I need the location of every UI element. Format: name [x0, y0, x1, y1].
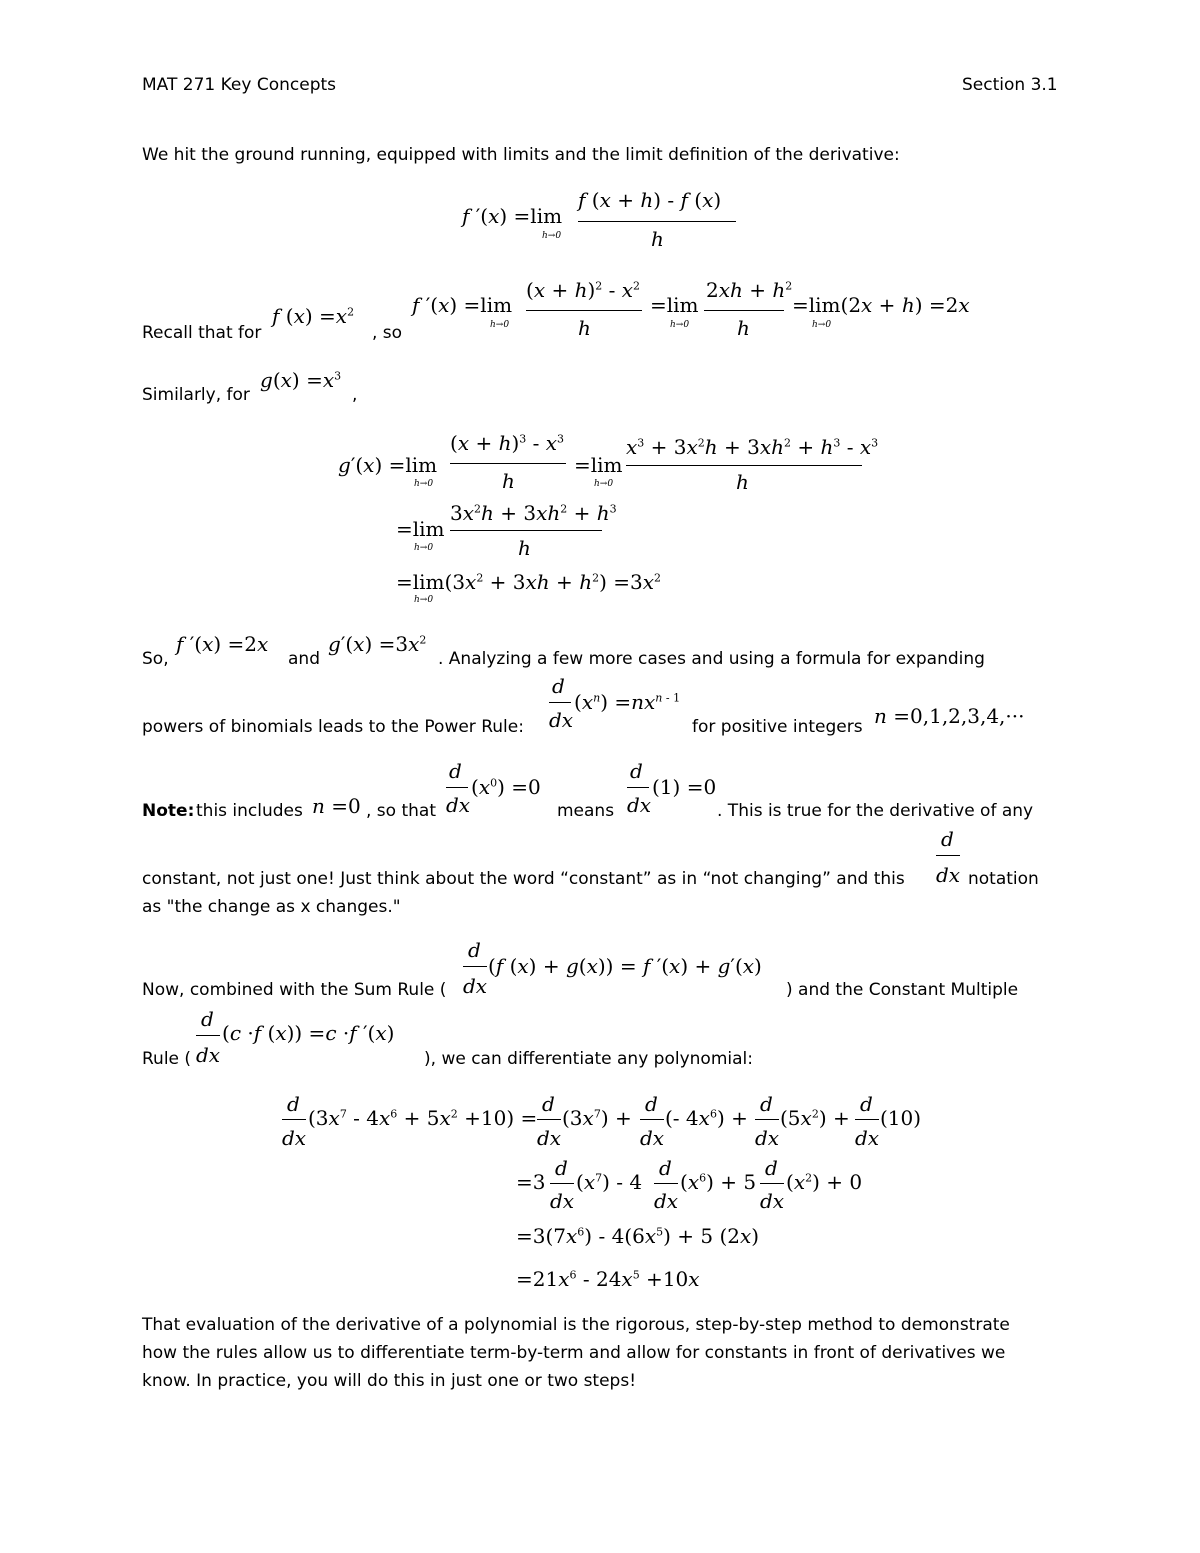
note-text4: . This is true for the derivative of any — [717, 801, 1034, 821]
note-text2: , so that — [366, 801, 436, 821]
recall-prefix: Recall that for — [142, 323, 262, 343]
intro-text: We hit the ground running, equipped with limits and the limit definition of the derivative: — [142, 145, 900, 165]
note-text1: this includes — [196, 801, 303, 821]
conclusion-line3: know. In practice, you will do this in just one or two steps! — [142, 1371, 637, 1391]
const-rule-suffix: ), we can differentiate any polynomial: — [424, 1049, 753, 1069]
formula-g-equals-x-cubed: $g(x) =x^3$ — [260, 368, 342, 392]
formula-f-equals-x-squared: f $(x) =x^2$ — [272, 304, 355, 328]
conclusion-line1: That evaluation of the derivative of a polynomial is the rigorous, step-by-step method to demonstrate — [142, 1315, 1010, 1335]
formula-n-values: n =0,1,2,3,4,··· — [874, 704, 1025, 728]
note-text3: means — [557, 801, 615, 821]
so-and: and — [288, 649, 320, 669]
constant-line1a: constant, not just one! Just think about the word “constant” as in “not changing” and this — [142, 869, 905, 889]
header-right: Section 3.1 — [962, 75, 1058, 95]
constant-line2: as "the change as x changes." — [142, 897, 401, 917]
formula-f-prime-2x: f ′(x) =2x — [176, 632, 269, 656]
power-mid: for positive integers — [692, 717, 863, 737]
conclusion-line2: how the rules allow us to differentiate term-by-term and allow for constants in front of derivatives we — [142, 1343, 1006, 1363]
formula-g-prime-3x2: $g'(x) =3x^2$ — [328, 632, 427, 656]
recall-mid: , so — [372, 323, 403, 343]
constant-line1b: notation — [968, 869, 1039, 889]
similarly-suffix: , — [352, 385, 358, 405]
power-prefix: powers of binomials leads to the Power Rule: — [142, 717, 524, 737]
formula-n-equals-0: n =0 — [312, 794, 361, 818]
similarly-prefix: Similarly, for — [142, 385, 250, 405]
so-suffix: . Analyzing a few more cases and using a formula for expanding — [438, 649, 985, 669]
note-label: Note: — [142, 801, 195, 821]
header-left: MAT 271 Key Concepts — [142, 75, 337, 95]
sum-rule-prefix: Now, combined with the Sum Rule ( — [142, 980, 447, 1000]
so-prefix: So, — [142, 649, 169, 669]
sum-rule-suffix: ) and the Constant Multiple — [786, 980, 1019, 1000]
const-rule-prefix: Rule ( — [142, 1049, 192, 1069]
